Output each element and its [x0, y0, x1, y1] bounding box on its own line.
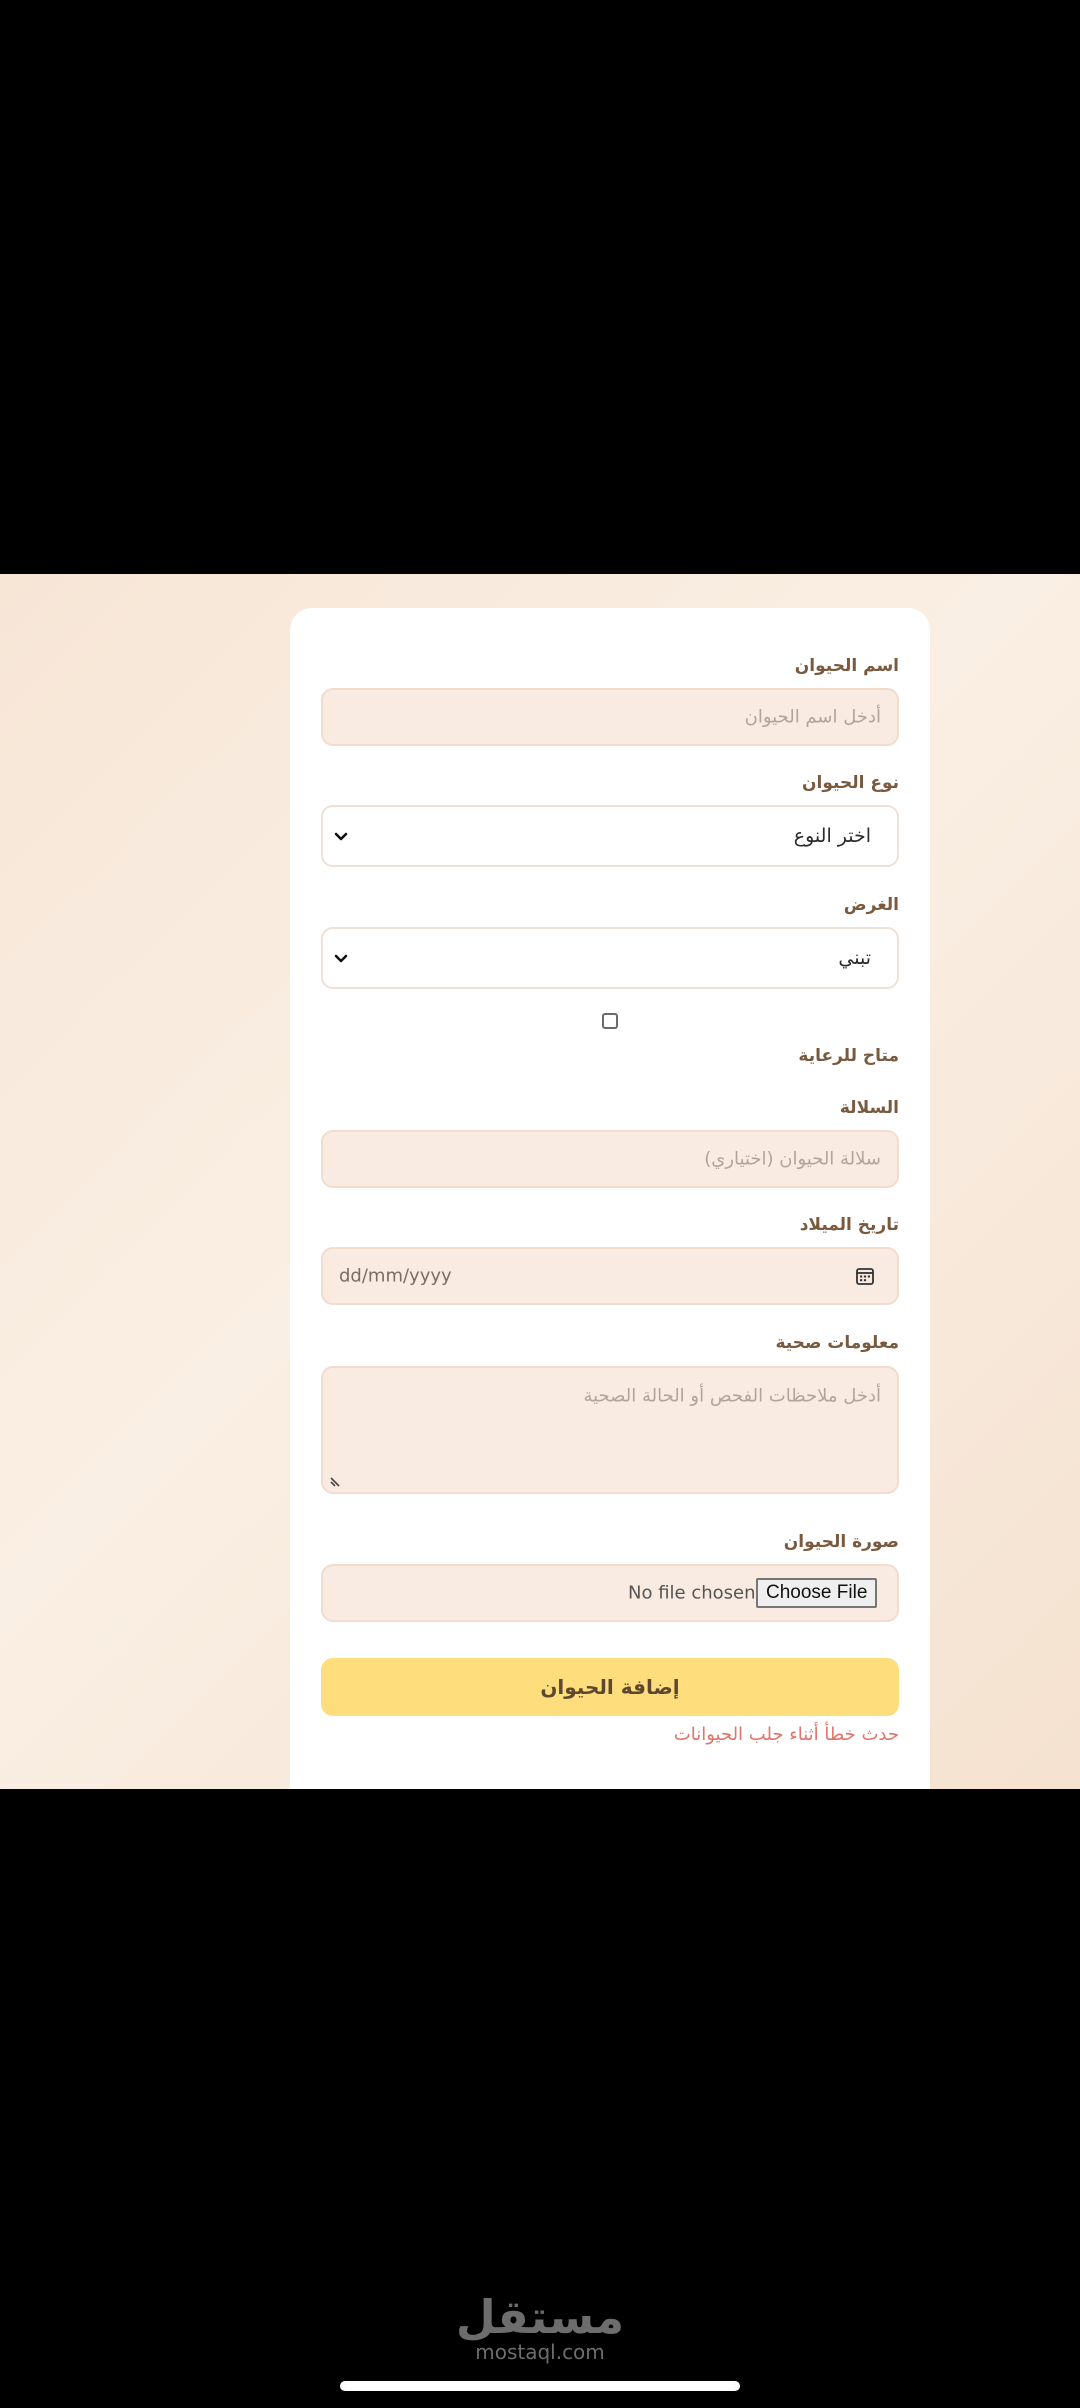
page-background — [0, 574, 1080, 1789]
available-label: متاح للرعاية — [798, 1046, 899, 1066]
letterbox-top — [0, 0, 1080, 574]
purpose-select-value: تبني — [838, 947, 871, 969]
breed-placeholder: سلالة الحيوان (اختياري) — [704, 1148, 881, 1170]
health-textarea[interactable] — [321, 1366, 899, 1494]
choose-file-button[interactable]: Choose File — [756, 1578, 877, 1608]
type-select[interactable] — [321, 805, 899, 867]
name-label: اسم الحيوان — [794, 656, 899, 676]
breed-input[interactable] — [321, 1130, 899, 1188]
health-label: معلومات صحية — [775, 1333, 899, 1353]
add-animal-button[interactable]: إضافة الحيوان — [321, 1658, 899, 1716]
photo-label: صورة الحيوان — [783, 1532, 899, 1552]
chevron-down-icon — [331, 948, 351, 968]
breed-label: السلالة — [839, 1098, 899, 1118]
name-placeholder: أدخل اسم الحيوان — [744, 706, 881, 728]
chevron-down-icon — [331, 826, 351, 846]
home-indicator[interactable] — [340, 2381, 740, 2391]
birthdate-placeholder: dd/mm/yyyy — [339, 1265, 452, 1287]
add-animal-form-card — [290, 608, 930, 1789]
birthdate-label: تاريخ الميلاد — [799, 1215, 899, 1235]
type-label: نوع الحيوان — [802, 773, 899, 793]
resize-handle-icon[interactable] — [329, 1474, 343, 1488]
name-input[interactable] — [321, 688, 899, 746]
available-checkbox[interactable] — [602, 1013, 618, 1029]
photo-file-input[interactable] — [321, 1564, 899, 1622]
birthdate-input[interactable] — [321, 1247, 899, 1305]
file-status-text: No file chosen — [628, 1582, 756, 1604]
health-placeholder: أدخل ملاحظات الفحص أو الحالة الصحية — [583, 1385, 881, 1407]
error-message: حدث خطأ أثناء جلب الحيوانات — [673, 1724, 899, 1745]
calendar-icon[interactable] — [855, 1266, 875, 1286]
type-select-value: اختر النوع — [793, 825, 871, 847]
watermark-logo: مستقل — [455, 2290, 625, 2344]
purpose-label: الغرض — [843, 895, 899, 915]
watermark-url: mostaql.com — [475, 2340, 605, 2364]
purpose-select[interactable] — [321, 927, 899, 989]
